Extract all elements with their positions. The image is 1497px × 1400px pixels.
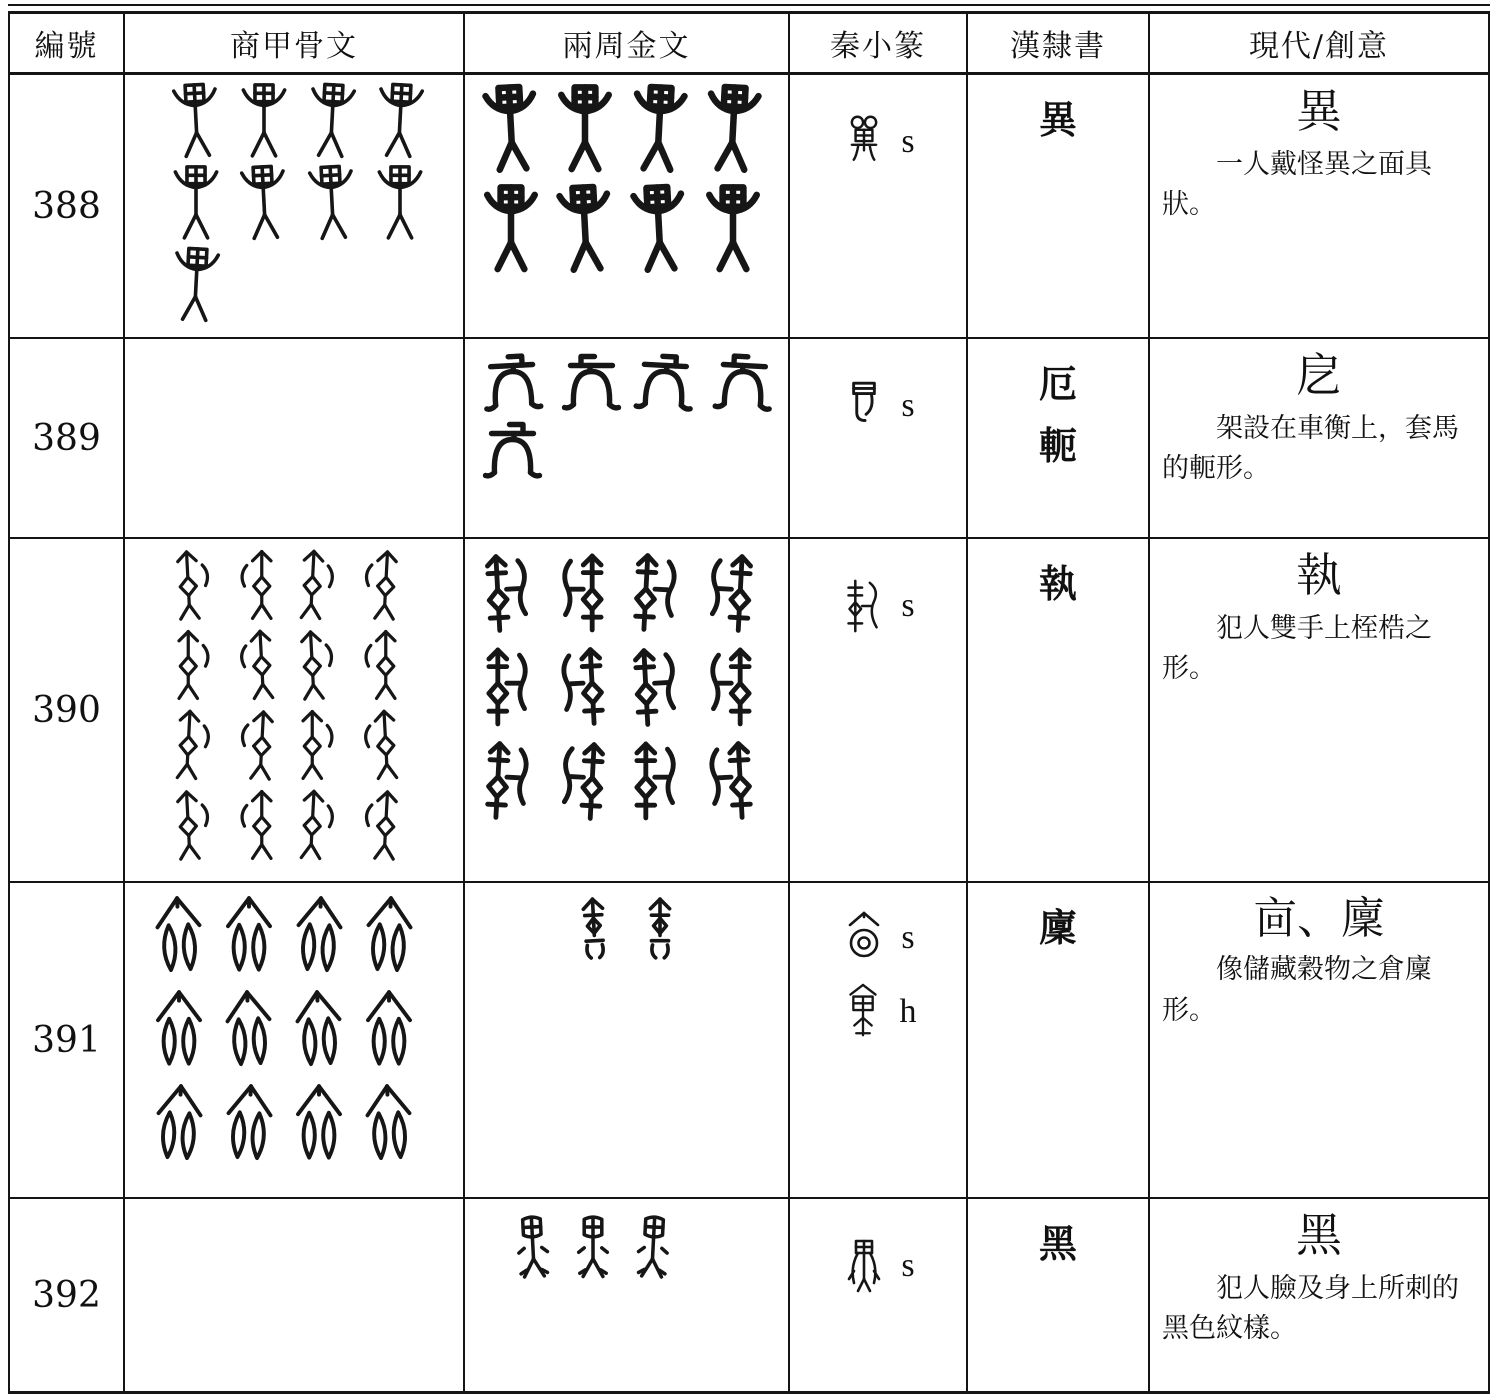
oracle-shackled-hands-icon [169, 786, 219, 864]
header-cell-modern [1150, 14, 1488, 72]
oracle-shackled-hands-icon [295, 707, 341, 783]
bronze-glyph-row [481, 419, 788, 481]
cell-number-390 [10, 539, 125, 881]
cell-clerical-389 [968, 339, 1150, 537]
oracle-shackled-hands-icon [171, 627, 217, 703]
oracle-granary-icon [221, 893, 277, 979]
cell-clerical-388 [968, 75, 1150, 337]
bronze-masked-figure-icon [625, 81, 694, 176]
oracle-masked-figure-icon [235, 162, 293, 245]
header-label-seal: 秦小篆 [830, 29, 926, 64]
oracle-granary-icon [219, 986, 279, 1075]
modern-description: 架設在車衡上，套馬的軛形。 [1162, 412, 1459, 484]
bronze-granary-icon [566, 896, 621, 963]
bronze-shackled-hands-icon [697, 737, 763, 824]
oracle-glyph-grid [125, 539, 463, 881]
table-row-392 [10, 1199, 1488, 1391]
modern-description: 一人戴怪異之面具狀。 [1162, 148, 1432, 220]
oracle-shackled-hands-icon [293, 626, 343, 704]
bronze-masked-figure-icon [625, 181, 694, 276]
table-row-388 [10, 75, 1488, 339]
clerical-character: 執 [1038, 561, 1077, 606]
bronze-glyph-grid [465, 75, 788, 337]
cell-seal-388 [790, 75, 968, 337]
seal-source-label: s [901, 1247, 915, 1284]
oracle-glyph-grid [125, 75, 463, 337]
bronze-yoke-icon [557, 351, 623, 413]
header-cell-clerical [968, 14, 1150, 72]
bronze-masked-figure-icon [477, 81, 546, 176]
oracle-glyph-row [151, 987, 463, 1073]
bronze-granary-icon [634, 897, 686, 961]
cell-clerical-390 [968, 539, 1150, 881]
bronze-masked-figure-icon [701, 183, 765, 275]
seal-entry [840, 983, 917, 1041]
bronze-shackled-hands-icon [699, 645, 761, 729]
seal-lin-granary-icon [841, 909, 887, 967]
oracle-granary-icon [289, 892, 349, 981]
cell-number-388 [10, 75, 125, 337]
oracle-granary-icon [359, 892, 419, 981]
seal-source-label: s [901, 587, 915, 624]
cell-modern-389 [1150, 339, 1488, 537]
seal-yi-icon [841, 113, 887, 171]
clerical-character: 軛 [1038, 423, 1077, 468]
cell-clerical-392 [968, 1199, 1150, 1391]
entry-number: 388 [32, 185, 101, 227]
table-row-389 [10, 339, 1488, 539]
modern-headword: 執 [1296, 548, 1342, 602]
oracle-glyph-row [171, 787, 463, 863]
oracle-masked-figure-icon [167, 244, 225, 327]
oracle-glyph-row [169, 81, 463, 161]
oracle-masked-figure-icon [169, 163, 223, 243]
modern-headword: 異 [1296, 84, 1342, 138]
oracle-shackled-hands-icon [169, 706, 219, 784]
bronze-shackled-hands-icon [475, 737, 541, 824]
oracle-glyph-row [151, 893, 463, 979]
bronze-masked-figure-icon [553, 83, 617, 175]
clerical-character: 厄 [1038, 361, 1077, 406]
oracle-masked-figure-icon [237, 81, 291, 161]
oracle-shackled-hands-icon [293, 546, 343, 624]
header-label-oracle: 商甲骨文 [230, 29, 358, 64]
modern-description: 犯人雙手上桎梏之形。 [1162, 612, 1432, 684]
modern-description: 像儲藏穀物之倉廩形。 [1162, 954, 1432, 1026]
oracle-glyph-row [151, 1081, 463, 1167]
oracle-glyph-row [169, 245, 463, 325]
cell-seal-391 [790, 883, 968, 1197]
bronze-glyph-row [477, 551, 788, 635]
bronze-shackled-hands-icon [549, 737, 615, 824]
oracle-shackled-hands-icon [233, 547, 279, 623]
character-table [8, 11, 1490, 1394]
oracle-shackled-hands-icon [233, 787, 279, 863]
oracle-shackled-hands-icon [355, 786, 405, 864]
header-label-bronze: 兩周金文 [562, 29, 691, 64]
seal-entry [841, 1237, 914, 1295]
seal-hei-icon [841, 1237, 887, 1295]
oracle-glyph-row [169, 163, 463, 243]
bronze-glyph-grid [465, 539, 788, 881]
cell-seal-389 [790, 339, 968, 537]
seal-zhi-icon [841, 577, 887, 635]
seal-source-label: s [901, 919, 915, 956]
cell-seal-390 [790, 539, 968, 881]
bronze-shackled-hands-icon [623, 549, 689, 636]
bronze-glyph-row [479, 183, 788, 275]
cell-clerical-391 [968, 883, 1150, 1197]
entry-number: 392 [32, 1274, 101, 1316]
oracle-shackled-hands-icon [355, 546, 405, 624]
modern-headword: 戹 [1296, 348, 1342, 402]
oracle-granary-icon [291, 1081, 347, 1167]
page-top-rule [8, 4, 1490, 6]
oracle-shackled-hands-icon [293, 786, 343, 864]
header-cell-number [10, 14, 125, 72]
bronze-glyph-row [481, 351, 788, 413]
oracle-granary-icon [361, 987, 417, 1073]
bronze-glyph-grid [465, 339, 788, 537]
bronze-shackled-hands-icon [697, 549, 763, 636]
seal-source-label: s [901, 123, 915, 160]
cell-number-391 [10, 883, 125, 1197]
cell-oracle-392 [125, 1199, 465, 1391]
oracle-shackled-hands-icon [355, 706, 405, 784]
cell-bronze-388 [465, 75, 790, 337]
oracle-masked-figure-icon [303, 80, 361, 163]
modern-headword: 㐭、廩 [1253, 893, 1385, 944]
header-label-clerical: 漢隸書 [1010, 29, 1106, 64]
bronze-yoke-icon [631, 349, 700, 414]
seal-source-label: h [899, 993, 917, 1030]
entry-number: 391 [32, 1019, 101, 1061]
bronze-glyph-grid [465, 883, 788, 1197]
table-row-390 [10, 539, 1488, 883]
bronze-shackled-hands-icon [623, 643, 689, 730]
cell-modern-392 [1150, 1199, 1488, 1391]
bronze-shackled-hands-icon [549, 643, 615, 730]
bronze-tattooed-figure-icon [629, 1212, 677, 1286]
bronze-shackled-hands-icon [625, 739, 687, 823]
modern-description: 犯人臉及身上所刺的黑色紋樣。 [1162, 1272, 1459, 1344]
seal-entry [841, 909, 914, 967]
clerical-character: 黑 [1038, 1221, 1077, 1266]
bronze-masked-figure-icon [699, 81, 768, 176]
bronze-glyph-row [568, 897, 686, 961]
entry-number: 390 [32, 689, 101, 731]
oracle-granary-icon [151, 987, 207, 1073]
cell-bronze-392 [465, 1199, 790, 1391]
bronze-shackled-hands-icon [477, 645, 539, 729]
cell-oracle-390 [125, 539, 465, 881]
modern-headword: 黑 [1296, 1208, 1342, 1262]
seal-entry [841, 577, 914, 635]
oracle-shackled-hands-icon [231, 706, 281, 784]
seal-entry [841, 113, 914, 171]
seal-entry [841, 377, 914, 435]
seal-yoke-icon [841, 377, 887, 435]
cell-modern-390 [1150, 539, 1488, 881]
oracle-masked-figure-icon [371, 80, 429, 163]
oracle-granary-icon [219, 1080, 279, 1169]
bronze-shackled-hands-icon [551, 551, 613, 635]
header-label-number: 編號 [34, 29, 99, 64]
bronze-tattooed-figure-icon [509, 1212, 557, 1286]
oracle-masked-figure-icon [303, 162, 361, 245]
oracle-shackled-hands-icon [357, 627, 403, 703]
bronze-glyph-row [479, 83, 788, 175]
cell-oracle-391 [125, 883, 465, 1197]
oracle-glyph-grid [125, 883, 463, 1197]
oracle-masked-figure-icon [373, 163, 427, 243]
bronze-glyph-row [511, 1213, 788, 1285]
bronze-glyph-row [477, 645, 788, 729]
oracle-granary-icon [359, 1080, 419, 1169]
header-cell-oracle [125, 14, 465, 72]
header-cell-bronze [465, 14, 790, 72]
cell-modern-391 [1150, 883, 1488, 1197]
cell-number-389 [10, 339, 125, 537]
seal-source-label: s [901, 387, 915, 424]
oracle-glyph-row [171, 707, 463, 783]
cell-oracle-388 [125, 75, 465, 337]
bronze-shackled-hands-icon [475, 549, 541, 636]
cell-modern-388 [1150, 75, 1488, 337]
oracle-granary-icon [289, 986, 349, 1075]
bronze-glyph-row [477, 739, 788, 823]
bronze-tattooed-figure-icon [571, 1213, 615, 1285]
seal-lin-full-icon [840, 983, 886, 1041]
entry-number: 389 [32, 417, 101, 459]
oracle-glyph-row [171, 547, 463, 623]
oracle-shackled-hands-icon [231, 626, 281, 704]
cell-number-392 [10, 1199, 125, 1391]
bronze-yoke-icon [479, 349, 548, 414]
cell-bronze-390 [465, 539, 790, 881]
oracle-granary-icon [149, 892, 209, 981]
bronze-glyph-grid [465, 1199, 788, 1391]
clerical-character: 異 [1038, 97, 1077, 142]
bronze-yoke-icon [481, 419, 547, 481]
header-cell-seal [790, 14, 968, 72]
cell-bronze-391 [465, 883, 790, 1197]
table-row-391 [10, 883, 1488, 1199]
table-header-row [10, 14, 1488, 75]
clerical-character: 廩 [1038, 905, 1077, 950]
bronze-masked-figure-icon [479, 183, 543, 275]
bronze-masked-figure-icon [551, 181, 620, 276]
oracle-glyph-row [171, 627, 463, 703]
oracle-shackled-hands-icon [169, 546, 219, 624]
oracle-granary-icon [149, 1080, 209, 1169]
header-label-modern: 現代/創意 [1248, 29, 1390, 64]
cell-oracle-389 [125, 339, 465, 537]
cell-seal-392 [790, 1199, 968, 1391]
cell-bronze-389 [465, 339, 790, 537]
oracle-masked-figure-icon [167, 80, 225, 163]
bronze-yoke-icon [707, 349, 776, 414]
